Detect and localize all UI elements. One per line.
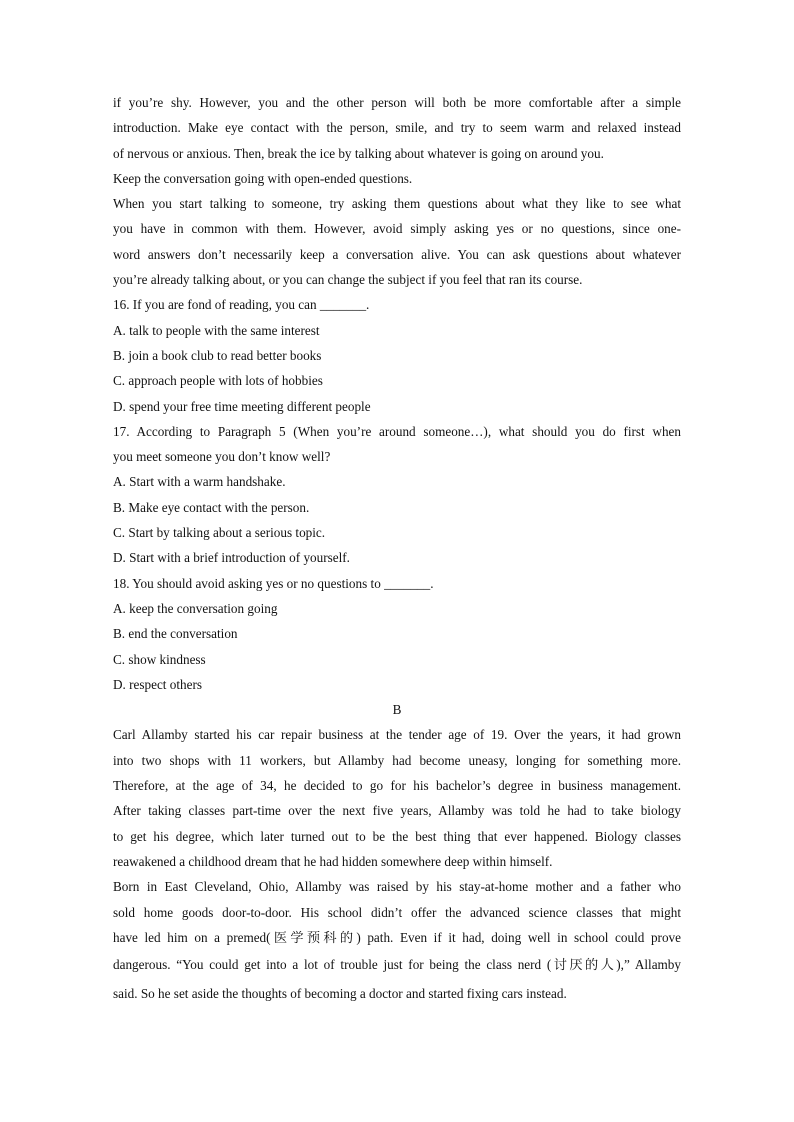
passage-line: if you’re shy. However, you and the other person will both be more comfortable after a simple	[113, 95, 681, 110]
answer-option-b: B. end the conversation	[113, 626, 238, 642]
question-stem: 18. You should avoid asking yes or no questions to _______.	[113, 575, 434, 591]
passage-line: Carl Allamby started his car repair business at the tender age of 19. Over the years, it had grown	[113, 727, 681, 743]
passage-line: Born in East Cleveland, Ohio, Allamby was raised by his stay-at-home mother and a father who	[113, 879, 681, 895]
section-b	[113, 697, 681, 1008]
passage-line: have led him on a premed(医学预科的) path. Even if it had, doing well in school could prove	[113, 929, 681, 945]
passage-line: sold home goods door-to-door. His school didn’t offer the advanced science classes that might	[113, 904, 681, 920]
answer-option-c: C. show kindness	[113, 651, 206, 667]
answer-option-b: B. join a book club to read better books	[113, 347, 322, 363]
answer-option-c: C. Start by talking about a serious topic.	[113, 525, 326, 541]
question-16	[113, 292, 681, 418]
answer-option-c: C. approach people with lots of hobbies	[113, 373, 323, 389]
answer-option-a: A. talk to people with the same interest	[113, 322, 320, 338]
question-stem: 17. According to Paragraph 5 (When you’re around someone…), what should you do first when	[113, 423, 681, 439]
document-page	[113, 90, 681, 1008]
answer-option-b: B. Make eye contact with the person.	[113, 499, 310, 515]
passage-line: you have in common with them. However, avoid simply asking yes or no questions, since one-	[113, 221, 681, 237]
passage-line: Therefore, at the age of 34, he decided to go for his bachelor’s degree in business management.	[113, 778, 681, 794]
question-18	[113, 571, 681, 697]
question-stem: 16. If you are fond of reading, you can _______.	[113, 297, 370, 313]
passage-line: to get his degree, which later turned out to be the best thing that ever happened. Biology classes	[113, 828, 681, 844]
passage-a	[113, 90, 681, 292]
question-stem: you meet someone you don’t know well?	[113, 449, 331, 465]
passage-line: word answers don’t necessarily keep a conversation alive. You can ask questions about whatever	[113, 246, 681, 262]
section-heading: B	[392, 702, 402, 718]
answer-option-a: A. Start with a warm handshake.	[113, 474, 286, 490]
passage-line: After taking classes part-time over the next five years, Allamby was told he had to take biology	[113, 803, 681, 819]
passage-line: introduction. Make eye contact with the person, smile, and try to seem warm and relaxed instead	[113, 120, 681, 136]
passage-line: dangerous. “You could get into a lot of trouble just for being the class nerd (讨厌的人),” Allamby	[113, 957, 681, 973]
passage-line: When you start talking to someone, try asking them questions about what they like to see what	[113, 196, 681, 212]
answer-option-a: A. keep the conversation going	[113, 600, 278, 616]
answer-option-d: D. Start with a brief introduction of yourself.	[113, 550, 350, 566]
question-17	[113, 419, 681, 571]
passage-line: reawakened a childhood dream that he had hidden somewhere deep within himself.	[113, 853, 553, 869]
answer-option-d: D. spend your free time meeting different people	[113, 398, 371, 414]
passage-line: said. So he set aside the thoughts of becoming a doctor and started fixing cars instead.	[113, 986, 567, 1002]
passage-line: into two shops with 11 workers, but Allamby had become uneasy, longing for something more.	[113, 752, 681, 768]
passage-line: you’re already talking about, or you can change the subject if you feel that ran its course.	[113, 272, 583, 288]
answer-option-d: D. respect others	[113, 676, 202, 692]
passage-line: of nervous or anxious. Then, break the ice by talking about whatever is going on around you.	[113, 145, 604, 161]
passage-line: Keep the conversation going with open-ended questions.	[113, 170, 413, 186]
